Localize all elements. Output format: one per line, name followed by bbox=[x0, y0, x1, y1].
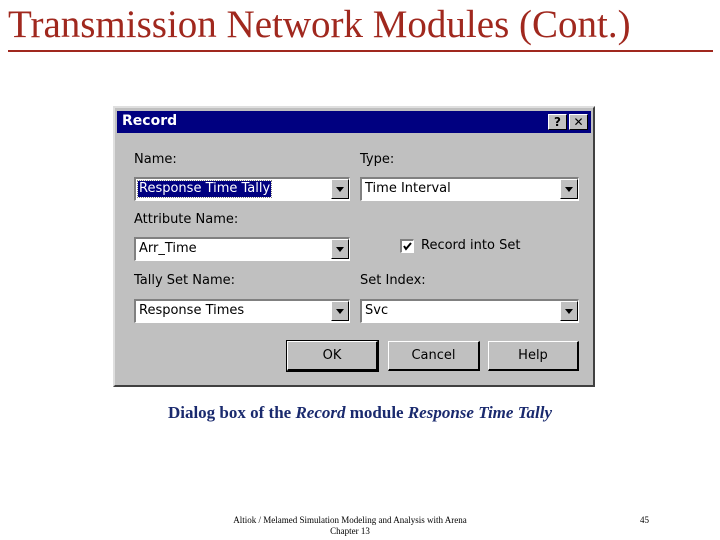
help-button[interactable] bbox=[488, 341, 579, 371]
name-combobox[interactable] bbox=[134, 177, 350, 201]
record-into-set-checkbox[interactable] bbox=[400, 239, 414, 253]
caption-response-time-tally: Response Time Tally bbox=[407, 403, 553, 422]
type-dropdown-arrow-icon[interactable] bbox=[560, 179, 578, 199]
footer-line-1: Altiok / Melamed Simulation Modeling and Analysis with Arena bbox=[233, 515, 467, 525]
slide-title: Transmission Network Modules (Cont.) bbox=[8, 3, 631, 46]
attribute-name-value: Arr_Time bbox=[139, 241, 197, 256]
footer bbox=[200, 515, 500, 537]
set-index-combobox[interactable] bbox=[360, 299, 579, 323]
caption-record: Record bbox=[295, 403, 346, 422]
set-index-dropdown-arrow-icon[interactable] bbox=[560, 301, 578, 321]
type-value: Time Interval bbox=[365, 181, 451, 196]
set-index-label: Set Index: bbox=[360, 273, 426, 288]
tally-set-dropdown-arrow-icon[interactable] bbox=[331, 301, 349, 321]
name-value: Response Time Tally bbox=[139, 181, 271, 196]
attribute-dropdown-arrow-icon[interactable] bbox=[331, 239, 349, 259]
tally-set-name-value: Response Times bbox=[139, 303, 245, 318]
ok-button[interactable]: OK bbox=[287, 341, 378, 371]
close-button[interactable]: ✕ bbox=[569, 114, 588, 130]
set-index-value: Svc bbox=[365, 303, 389, 318]
tally-set-name-label: Tally Set Name: bbox=[134, 273, 236, 288]
tally-set-name-combobox[interactable] bbox=[134, 299, 350, 323]
attribute-name-label: Attribute Name: bbox=[134, 212, 239, 227]
attribute-name-combobox[interactable] bbox=[134, 237, 350, 261]
caption-mid: module bbox=[345, 403, 408, 422]
caption-prefix: Dialog box of the bbox=[167, 403, 296, 422]
dialog-titlebar[interactable] bbox=[117, 111, 591, 133]
page-number: 45 bbox=[640, 515, 649, 525]
figure-caption bbox=[0, 403, 720, 423]
name-label: Name: bbox=[134, 152, 177, 167]
help-button-label: Help bbox=[518, 348, 548, 363]
footer-line-2: Chapter 13 bbox=[330, 526, 370, 536]
type-combobox[interactable] bbox=[360, 177, 579, 201]
help-question-button[interactable]: ? bbox=[548, 114, 567, 130]
type-label: Type: bbox=[360, 152, 395, 167]
cancel-button[interactable]: Cancel bbox=[388, 341, 480, 371]
name-dropdown-arrow-icon[interactable] bbox=[331, 179, 349, 199]
title-underline bbox=[8, 50, 713, 52]
record-dialog bbox=[113, 106, 595, 387]
dialog-title: Record bbox=[122, 113, 178, 129]
record-into-set-label[interactable]: Record into Set bbox=[421, 238, 521, 253]
checkmark-icon bbox=[402, 241, 413, 252]
